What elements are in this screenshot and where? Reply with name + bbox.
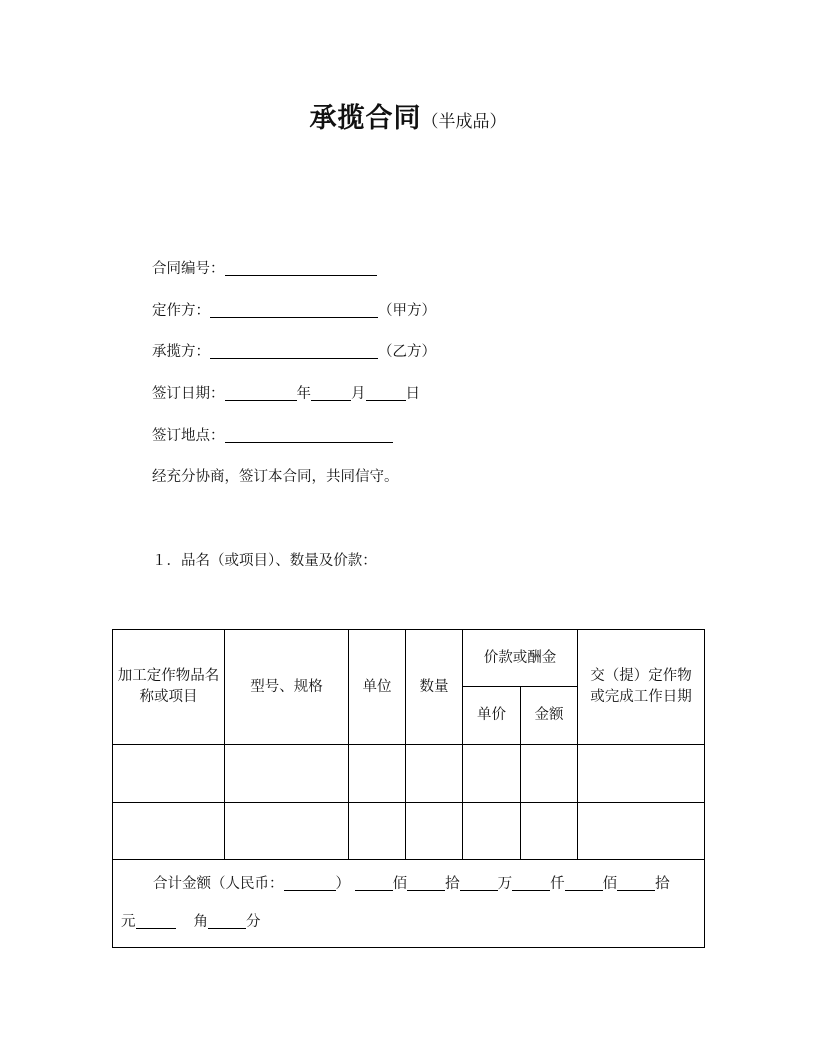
bai2-label: 佰 [602, 876, 618, 892]
header-model-spec: 型号、规格 [225, 630, 349, 745]
sign-place-row [152, 424, 393, 445]
section-1-heading: １．品名（或项目）、数量及价款： [152, 553, 377, 569]
shi-label: 拾 [445, 876, 460, 892]
bai-label: 佰 [392, 876, 408, 892]
table-cell[interactable] [349, 745, 406, 803]
header-item-name: 加工定作物品名称或项目 [113, 630, 225, 745]
items-table [112, 629, 705, 948]
document-title [0, 96, 816, 135]
year-blank[interactable] [225, 386, 297, 401]
table-cell[interactable] [463, 803, 521, 860]
table-cell[interactable] [463, 745, 521, 803]
party-a-row [152, 299, 436, 320]
yuan-label: 元 [121, 913, 136, 930]
party-a-blank[interactable] [210, 303, 378, 318]
qian-label: 仟 [550, 876, 565, 892]
table-cell[interactable] [225, 803, 349, 860]
wan-label: 万 [497, 876, 513, 892]
party-b-label: 承揽方： [152, 344, 210, 360]
total-amount-line [113, 876, 704, 892]
table-cell[interactable] [113, 745, 225, 803]
header-price-group: 价款或酬金 [463, 630, 578, 687]
shi-blank[interactable] [407, 876, 445, 891]
total-rmb-blank[interactable] [284, 876, 336, 891]
qian-blank[interactable] [512, 876, 550, 891]
total-amount-cell [113, 860, 705, 948]
jiao-label: 角 [193, 913, 208, 930]
bai-blank[interactable] [355, 876, 393, 891]
header-unit-price: 单价 [463, 687, 521, 745]
table-cell[interactable] [578, 745, 705, 803]
total-close-paren: ） [335, 876, 350, 892]
party-b-blank[interactable] [210, 344, 378, 359]
party-a-suffix: （甲方） [378, 303, 436, 319]
sign-date-label: 签订日期： [152, 386, 225, 402]
bai2-blank[interactable] [565, 876, 603, 891]
header-delivery-date: 交（提）定作物或完成工作日期 [578, 630, 705, 745]
table-row [113, 745, 705, 803]
yuan-blank[interactable] [136, 914, 176, 929]
table-cell[interactable] [406, 803, 463, 860]
month-blank[interactable] [311, 386, 351, 401]
year-label: 年 [296, 386, 311, 402]
title-subtitle: （半成品） [421, 112, 507, 132]
table-cell[interactable] [113, 803, 225, 860]
total-amount-line-2 [113, 914, 704, 930]
header-row-1 [113, 630, 705, 687]
total-row [113, 860, 705, 948]
header-unit: 单位 [349, 630, 406, 745]
table-cell[interactable] [349, 803, 406, 860]
party-b-row [152, 340, 436, 361]
jiao-blank[interactable] [208, 914, 246, 929]
sign-place-label: 签订地点： [152, 428, 225, 444]
sign-date-row [152, 382, 420, 403]
fen-label: 分 [246, 913, 261, 930]
total-label: 合计金额（人民币： [153, 876, 284, 892]
contract-number-label: 合同编号： [152, 261, 225, 277]
shi2-label: 拾 [655, 876, 670, 892]
table-row [113, 803, 705, 860]
title-main: 承揽合同 [309, 103, 422, 134]
agreement-text: 经充分协商，签订本合同，共同信守。 [152, 469, 399, 485]
sign-place-blank[interactable] [225, 428, 393, 443]
header-quantity: 数量 [406, 630, 463, 745]
party-b-suffix: （乙方） [378, 344, 436, 360]
day-blank[interactable] [366, 386, 406, 401]
table-cell[interactable] [225, 745, 349, 803]
table-cell[interactable] [521, 803, 578, 860]
day-label: 日 [405, 386, 420, 402]
party-a-label: 定作方： [152, 303, 210, 319]
contract-number-row [152, 257, 377, 278]
header-amount: 金额 [521, 687, 578, 745]
shi2-blank[interactable] [617, 876, 655, 891]
table-cell[interactable] [521, 745, 578, 803]
wan-blank[interactable] [460, 876, 498, 891]
month-label: 月 [351, 386, 366, 402]
contract-number-blank[interactable] [225, 261, 377, 276]
table-cell[interactable] [406, 745, 463, 803]
table-cell[interactable] [578, 803, 705, 860]
